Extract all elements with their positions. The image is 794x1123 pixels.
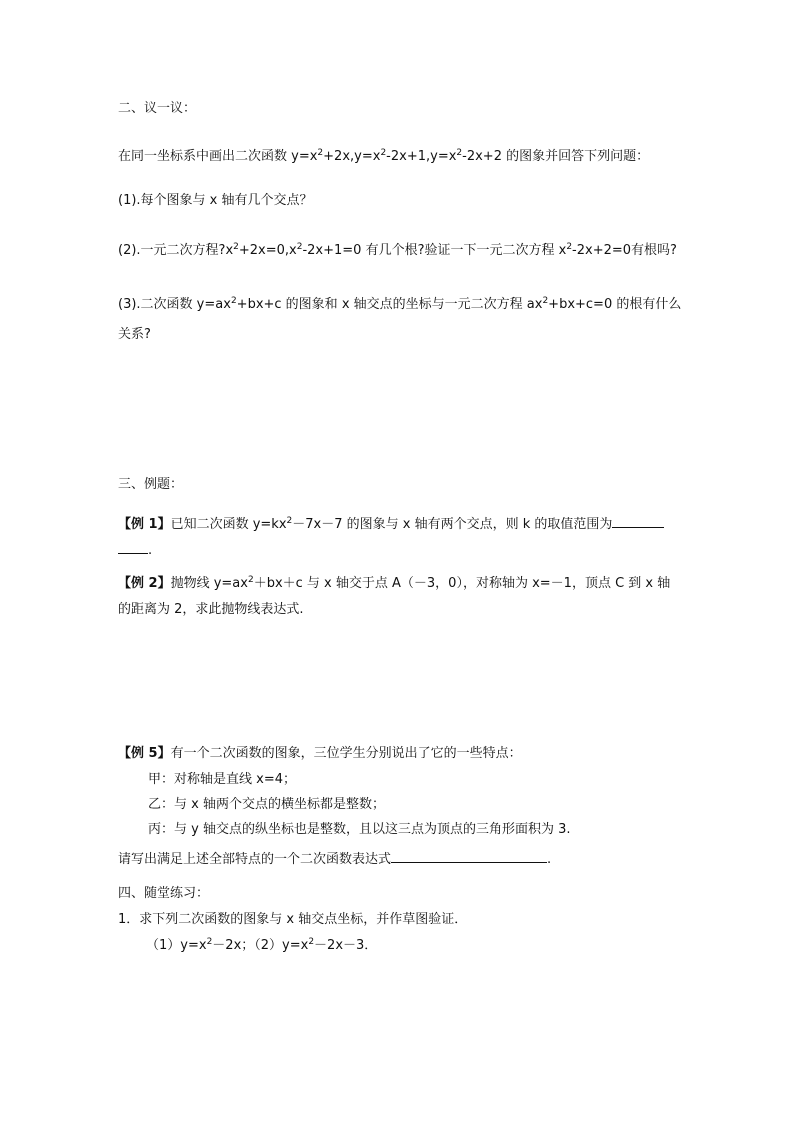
example-5-label: 【例 5】 bbox=[118, 746, 171, 761]
section4-heading: 四、随堂练习： bbox=[118, 886, 210, 901]
question-3: (3).二次函数 $y=ax^2+bx+c$ 的图象和 x 轴交点的坐标与一元二次方程 $ax^2+bx+c=0$ 的根有什么 bbox=[118, 296, 682, 312]
section2-heading: 二、议一议： bbox=[118, 101, 197, 116]
example-1-label: 【例 1】 bbox=[118, 517, 171, 532]
question-3-line2: 关系? bbox=[118, 327, 151, 342]
practice-1: 1．求下列二次函数的图象与 x 轴交点坐标，并作草图验证． bbox=[118, 912, 468, 927]
example-5-yi: 乙：与 x 轴两个交点的横坐标都是整数； bbox=[148, 797, 385, 812]
example-2: 【例 2】抛物线 $y=ax^2+bx+c$ 与 x 轴交于点 A（－3，0），对称轴为 x=－1，顶点 C 到 x 轴 bbox=[118, 575, 671, 591]
answer-blank-continued[interactable] bbox=[118, 539, 148, 554]
question-1: (1).每个图象与 x 轴有几个交点？ bbox=[118, 193, 313, 208]
example-1: 【例 1】已知二次函数 $y=kx^2-7x-7$ 的图象与 x 轴有两个交点，则 k 的取值范围为 bbox=[118, 513, 664, 534]
example-2-line2: 的距离为 2，求此抛物线表达式. bbox=[118, 602, 304, 617]
example-1-line2: . bbox=[118, 539, 152, 560]
practice-1-parts: $(1)y=x^2-2x$；$(2)y=x^2-2x-3$． bbox=[146, 937, 378, 953]
example-2-label: 【例 2】 bbox=[118, 576, 171, 591]
example-5-bing: 丙：与 y 轴交点的纵坐标也是整数，且以这三点为顶点的三角形面积为 3. bbox=[148, 822, 571, 837]
example-5: 【例 5】有一个二次函数的图象，三位学生分别说出了它的一些特点： bbox=[118, 746, 522, 761]
question-2: (2).一元二次方程$?x^2+2x=0,x^2-2x+1=0$ 有几个根?验证一下一元二次方程 $x^2-2x+2=0$有根吗? bbox=[118, 242, 677, 258]
section3-heading: 三、例题： bbox=[118, 477, 184, 492]
expression-blank[interactable] bbox=[391, 848, 547, 863]
example-5-ask: 请写出满足上述全部特点的一个二次函数表达式 . bbox=[118, 848, 551, 869]
section2-intro: 在同一坐标系中画出二次函数 $y=x^2+2x,y=x^2-2x+1,y=x^2-2x+2$ 的图象并回答下列问题： bbox=[118, 148, 650, 164]
answer-blank[interactable] bbox=[612, 513, 664, 528]
example-5-jia: 甲：对称轴是直线 x=4； bbox=[148, 772, 296, 787]
